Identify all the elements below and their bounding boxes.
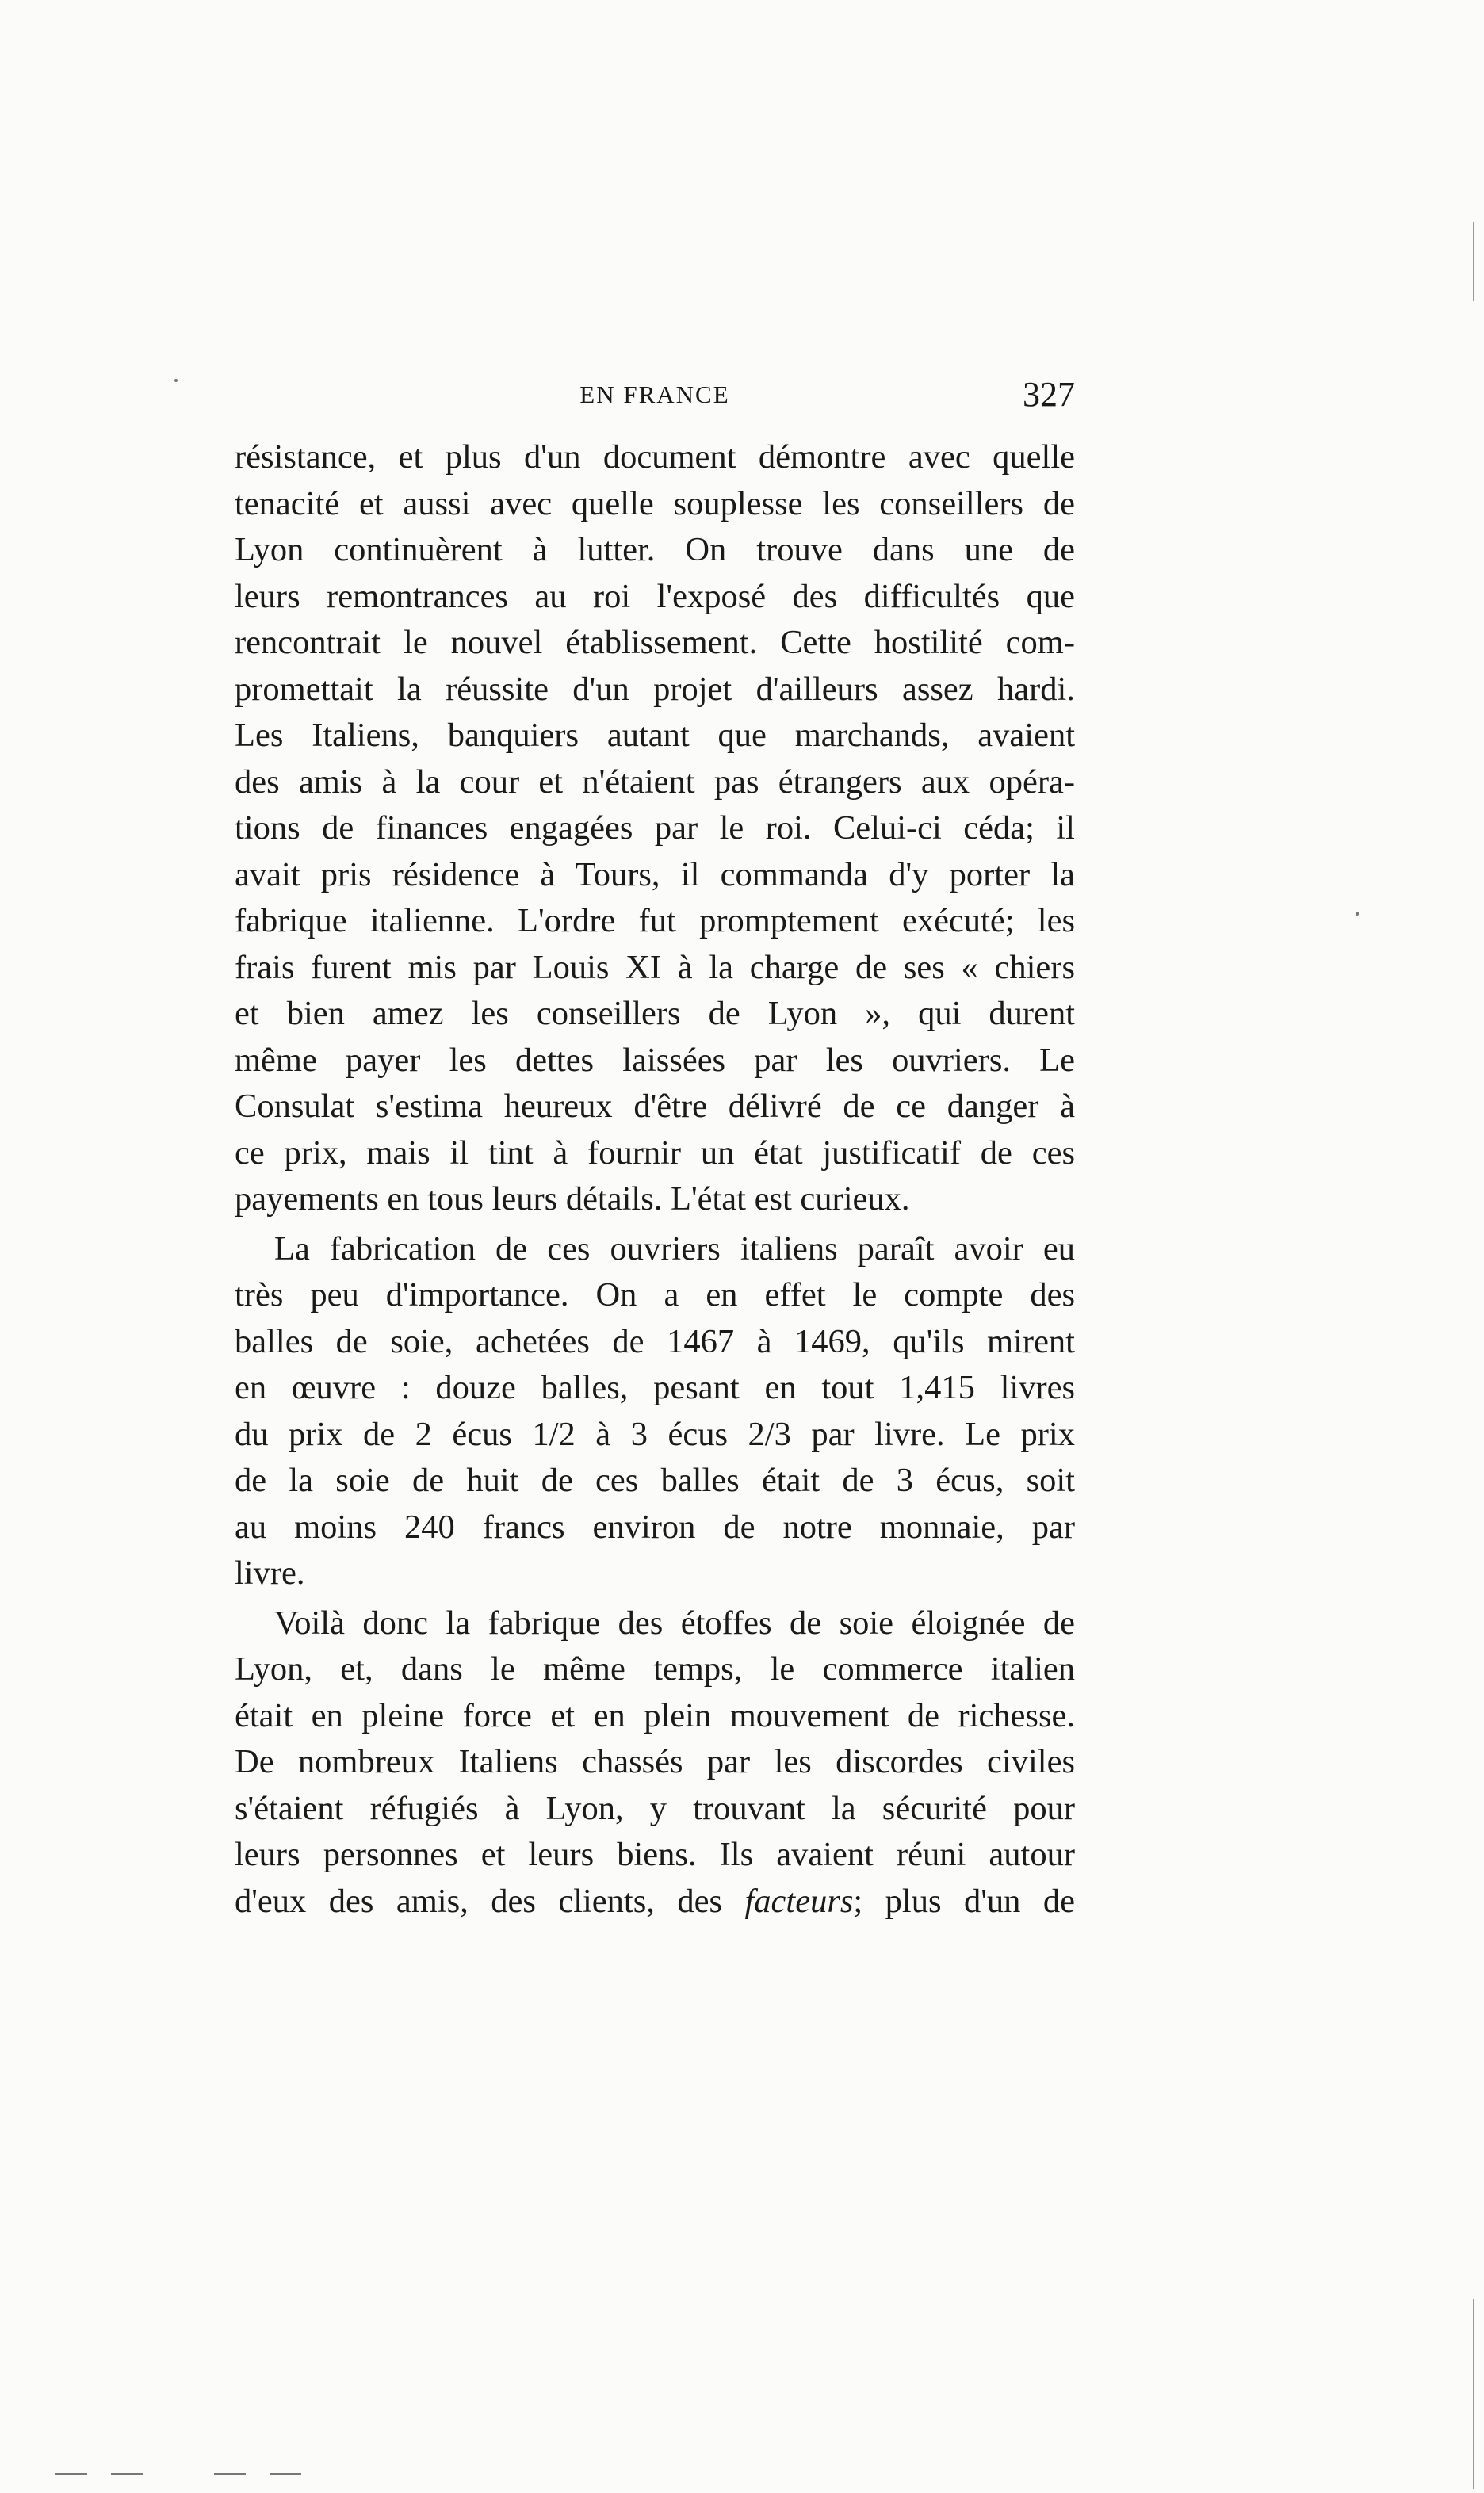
italic-term: facteurs (744, 1882, 854, 1920)
scan-dash (270, 2473, 301, 2475)
text-line: résistance, et plus d'un document démontre avec quelle (235, 438, 1075, 476)
text-line: très peu d'importance. On a en effet le compte des (235, 1276, 1075, 1313)
scan-edge-line (1473, 222, 1474, 301)
text-line: balles de soie, achetées de 1467 à 1469, qu'ils mirent (235, 1322, 1075, 1360)
text-line: Lyon continuèrent à lutter. On trouve dans une de (235, 531, 1075, 568)
text-line: du prix de 2 écus 1/2 à 3 écus 2/3 par livre. Le prix (235, 1415, 1075, 1453)
running-head (235, 374, 1075, 430)
paragraph-2 (235, 1226, 1075, 1597)
body-text (235, 434, 1075, 1925)
text-line: Les Italiens, banquiers autant que marchands, avaient (235, 717, 1075, 754)
scan-dash (55, 2473, 87, 2475)
text-line (235, 1879, 1075, 1925)
text-line: en œuvre : douze balles, pesant en tout 1,415 livres (235, 1369, 1075, 1406)
text-line: leurs remontrances au roi l'exposé des difficultés que (235, 577, 1075, 615)
text-line: promettait la réussite d'un projet d'ailleurs assez hardi. (235, 670, 1075, 708)
text-segment: d'eux des amis, des clients, des (235, 1882, 745, 1920)
text-line: était en pleine force et en plein mouvement de richesse. (235, 1696, 1075, 1734)
text-line: frais furent mis par Louis XI à la charge de ses « chiers (235, 948, 1075, 986)
text-line: Lyon, et, dans le même temps, le commerce italien (235, 1650, 1075, 1688)
text-line: des amis à la cour et n'étaient pas étrangers aux opéra- (235, 763, 1075, 801)
text-segment: ; plus d'un de (853, 1882, 1075, 1920)
text-line: s'étaient réfugiés à Lyon, y trouvant la sécurité pour (235, 1789, 1075, 1827)
text-line: De nombreux Italiens chassés par les discordes civiles (235, 1743, 1075, 1780)
paragraph-1 (235, 434, 1075, 1223)
text-line: avait pris résidence à Tours, il commanda d'y porter la (235, 855, 1075, 893)
page-number: 327 (1023, 375, 1075, 414)
text-line: tions de finances engagées par le roi. Celui-ci céda; il (235, 809, 1075, 847)
paragraph-3 (235, 1600, 1075, 1925)
text-line: ce prix, mais il tint à fournir un état justificatif de ces (235, 1134, 1075, 1172)
text-line: leurs personnes et leurs biens. Ils avaient réuni autour (235, 1836, 1075, 1873)
text-line: de la soie de huit de ces balles était de 3 écus, soit (235, 1462, 1075, 1499)
text-line: et bien amez les conseillers de Lyon », qui durent (235, 995, 1075, 1032)
text-line: au moins 240 francs environ de notre monnaie, par (235, 1508, 1075, 1546)
text-line: même payer les dettes laissées par les ouvriers. Le (235, 1041, 1075, 1079)
scan-dash (111, 2473, 143, 2475)
text-line: La fabrication de ces ouvriers italiens paraît avoir eu (274, 1229, 1075, 1268)
text-line: Voilà donc la fabrique des étoffes de soie éloignée de (274, 1604, 1075, 1642)
text-line: payements en tous leurs détails. L'état est curieux. (235, 1180, 910, 1218)
text-line: tenacité et aussi avec quelle souplesse les conseillers de (235, 484, 1075, 522)
text-line: rencontrait le nouvel établissement. Cette hostilité com- (235, 624, 1075, 661)
scan-dash (214, 2473, 246, 2475)
scan-dot (1356, 912, 1359, 916)
text-line: fabrique italienne. L'ordre fut promptement exécuté; les (235, 902, 1075, 939)
text-line: livre. (235, 1554, 305, 1592)
running-title: EN FRANCE (579, 380, 730, 408)
scan-edge-line (1473, 2299, 1474, 2489)
scan-dot (174, 379, 178, 382)
text-line: Consulat s'estima heureux d'être délivré de ce danger à (235, 1088, 1075, 1125)
